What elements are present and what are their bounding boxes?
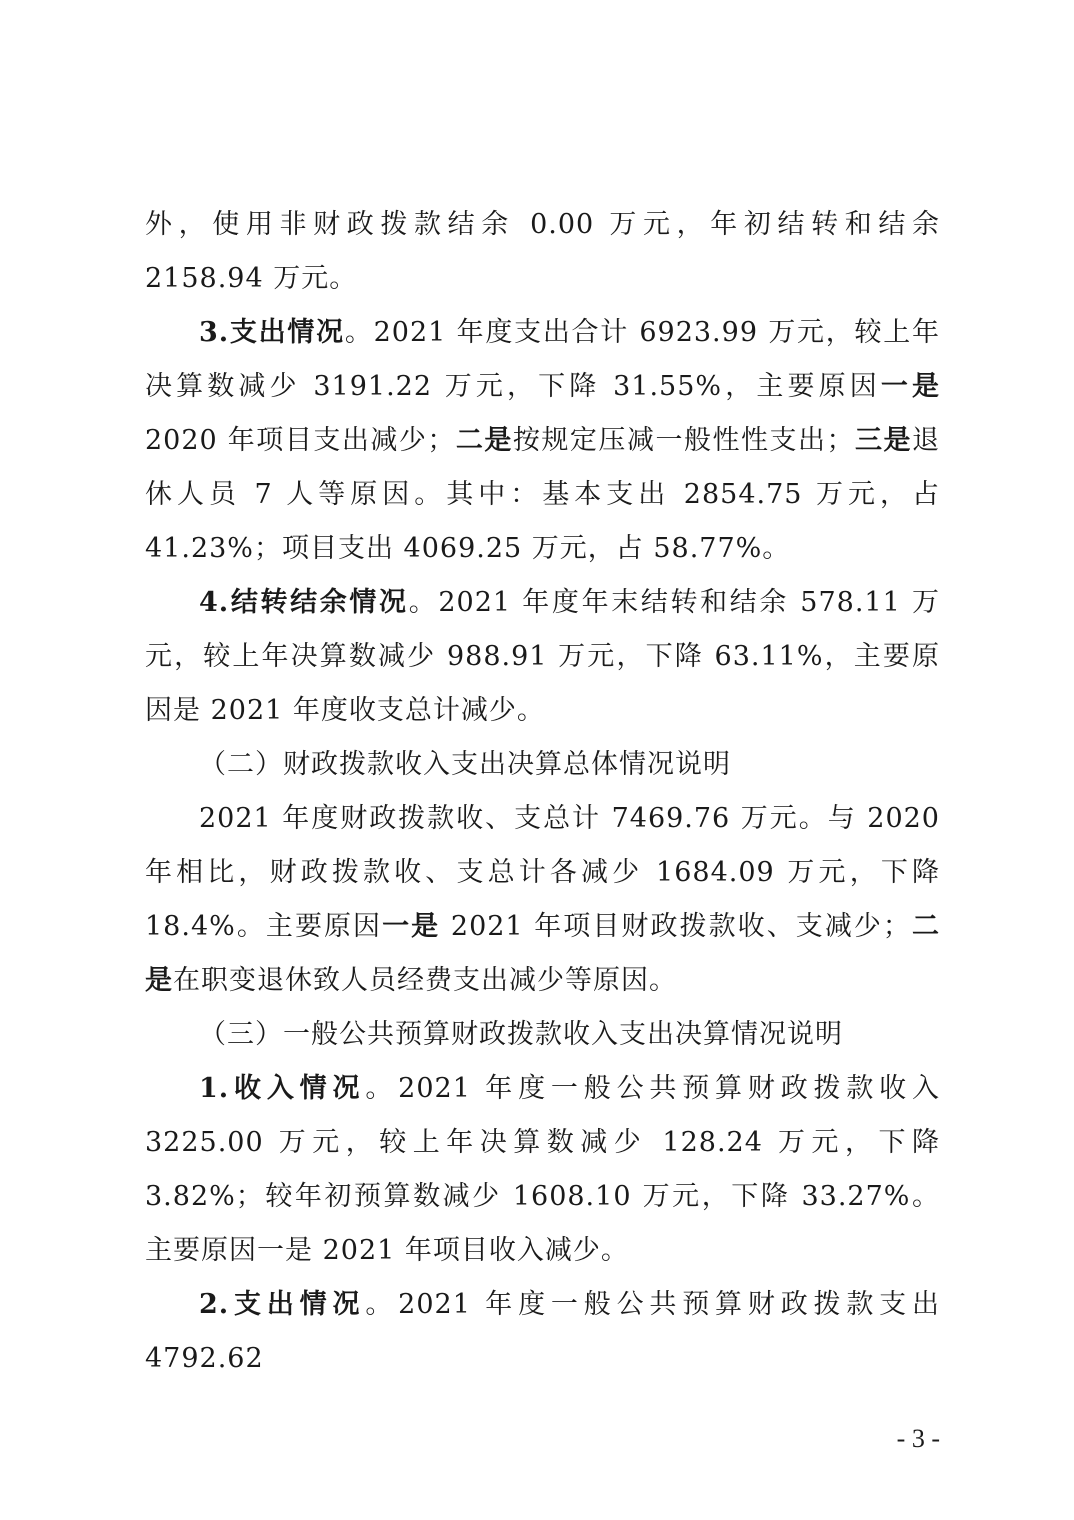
- paragraph-general-expenditure: [145, 1278, 940, 1386]
- paragraph-lead: 3.支出情况: [199, 317, 345, 348]
- section-heading-text: （二）财政拨款收入支出决算总体情况说明: [199, 749, 731, 780]
- paragraph-carryover: [145, 576, 940, 738]
- emphasis-text: 一是: [880, 371, 940, 402]
- emphasis-text: 二是: [455, 425, 513, 456]
- paragraph-lead: 2.支出情况: [199, 1289, 366, 1320]
- paragraph-text: 在职变退休致人员经费支出减少等原因。: [173, 965, 677, 996]
- paragraph-text: 。2021 年度支出合计 6923.99 万元，较上年决算数减少 3191.22 万元，下降 31.55%，主要原因: [145, 317, 940, 402]
- paragraph-expenditure: [145, 306, 940, 576]
- paragraph-text: 2020 年项目支出减少；: [145, 425, 456, 456]
- paragraph-text: 。2021 年度一般公共预算财政拨款支出 4792.62: [145, 1289, 941, 1374]
- page-number: - 3 -: [896, 1424, 940, 1453]
- paragraph-text: 按规定压减一般性性支出；: [512, 425, 855, 456]
- body-text: [145, 198, 940, 1386]
- paragraph-fiscal-total: [145, 792, 940, 1008]
- emphasis-text: 二是: [145, 911, 940, 996]
- paragraph-text: 退休人员 7 人等原因。其中：基本支出 2854.75 万元，占 41.23%；项目支出 4069.25 万元，占 58.77%。: [145, 425, 941, 564]
- paragraph-text: 2021 年度财政拨款收、支总计 7469.76 万元。与 2020 年相比，财政拨款收、支总计各减少 1684.09 万元，下降 18.4%。主要原因: [145, 803, 940, 942]
- section-heading-3: [145, 1008, 940, 1062]
- paragraph-text: 。2021 年度年末结转和结余 578.11 万元，较上年决算数减少 988.91 万元，下降 63.11%，主要原因是 2021 年度收支总计减少。: [145, 587, 941, 726]
- emphasis-text: 一是: [382, 911, 441, 942]
- emphasis-text: 三是: [854, 425, 913, 456]
- paragraph-text: 。2021 年度一般公共预算财政拨款收入 3225.00 万元，较上年决算数减少 128.24 万元，下降 3.82%；较年初预算数减少 1608.10 万元，下降 33.27%。主要原因一是 2021 年项目收入减少。: [145, 1073, 941, 1266]
- section-heading-2: [145, 738, 940, 792]
- paragraph-text: 2021 年项目财政拨款收、支减少；: [440, 911, 911, 942]
- paragraph-income: [145, 1062, 940, 1278]
- paragraph-lead: 1.收入情况: [199, 1073, 366, 1104]
- paragraph-lead: 4.结转结余情况: [199, 587, 409, 618]
- section-heading-text: （三）一般公共预算财政拨款收入支出决算情况说明: [199, 1019, 843, 1050]
- paragraph-text: 外，使用非财政拨款结余 0.00 万元，年初结转和结余 2158.94 万元。: [145, 209, 940, 294]
- paragraph-continuation: [145, 198, 940, 306]
